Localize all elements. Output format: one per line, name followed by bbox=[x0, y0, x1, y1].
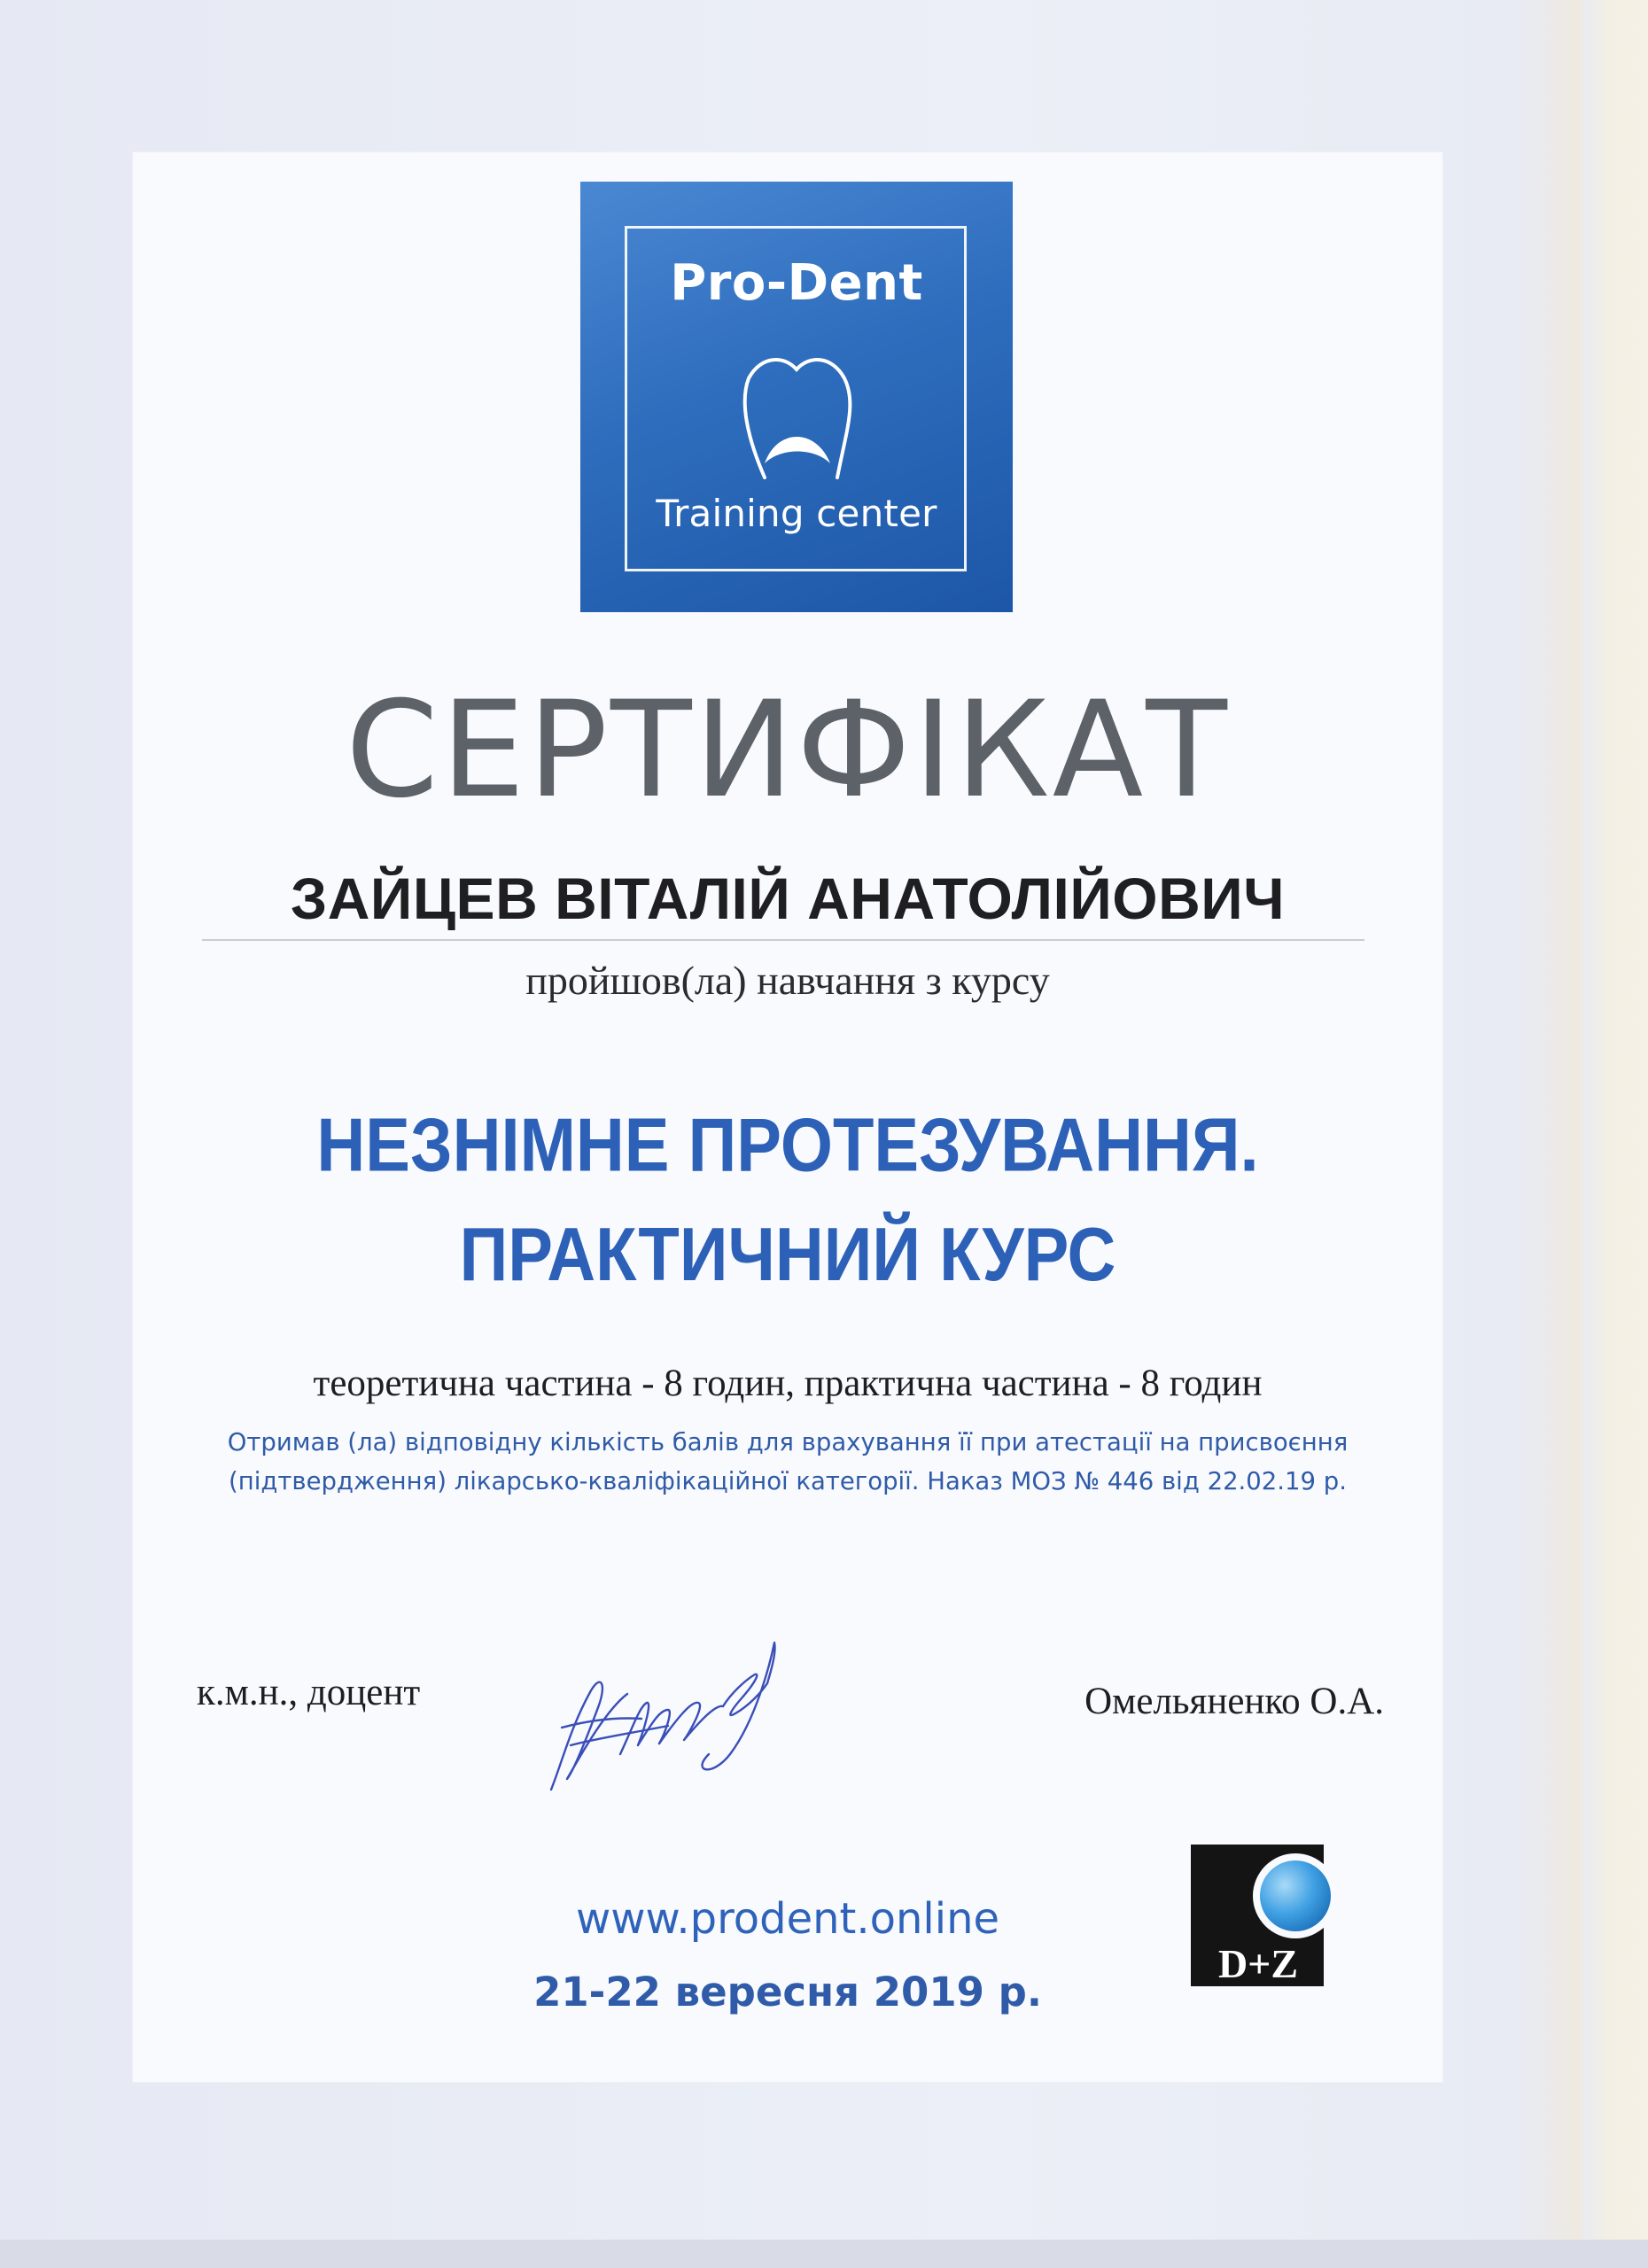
course-title-line-1: НЕЗНІМНЕ ПРОТЕЗУВАННЯ. bbox=[316, 1103, 1259, 1188]
course-title-line-2: ПРАКТИЧНИЙ КУРС bbox=[459, 1212, 1116, 1297]
completed-text: пройшов(ла) навчання з курсу bbox=[525, 958, 1050, 1003]
signatory-name: Омельяненко О.А. bbox=[1084, 1681, 1384, 1722]
course-dates: 21-22 вересня 2019 р. bbox=[533, 1969, 1042, 2016]
prodent-logo bbox=[580, 182, 1013, 612]
dz-partner-logo bbox=[1191, 1845, 1341, 1986]
tooth-icon bbox=[722, 348, 871, 479]
logo-title: Pro-Dent bbox=[670, 254, 923, 312]
certificate-title: СЕРТИФІКАТ bbox=[346, 673, 1230, 827]
scan-edge-right bbox=[1582, 0, 1648, 2268]
hours-text: теоретична частина - 8 годин, практична частина - 8 годин bbox=[313, 1363, 1263, 1404]
course-title bbox=[133, 1091, 1442, 1309]
points-text bbox=[168, 1423, 1407, 1501]
points-line-2: (підтвердження) лікарсько-кваліфікаційної категорії. Наказ МОЗ № 446 від 22.02.19 р. bbox=[229, 1467, 1347, 1495]
recipient-name: ЗАЙЦЕВ ВІТАЛІЙ АНАТОЛІЙОВИЧ bbox=[290, 866, 1286, 931]
handwritten-signature bbox=[535, 1621, 792, 1807]
points-line-1: Отримав (ла) відповідну кількість балів для врахування її при атестації на присвоєння bbox=[227, 1428, 1349, 1456]
signatory-title: к.м.н., доцент bbox=[197, 1672, 421, 1713]
logo-subtitle: Training center bbox=[656, 492, 937, 535]
scan-edge-bottom bbox=[0, 2240, 1648, 2268]
divider bbox=[202, 939, 1364, 941]
website-link[interactable]: www.prodent.online bbox=[575, 1894, 1000, 1944]
dz-logo-text: D+Z bbox=[1217, 1941, 1299, 1986]
